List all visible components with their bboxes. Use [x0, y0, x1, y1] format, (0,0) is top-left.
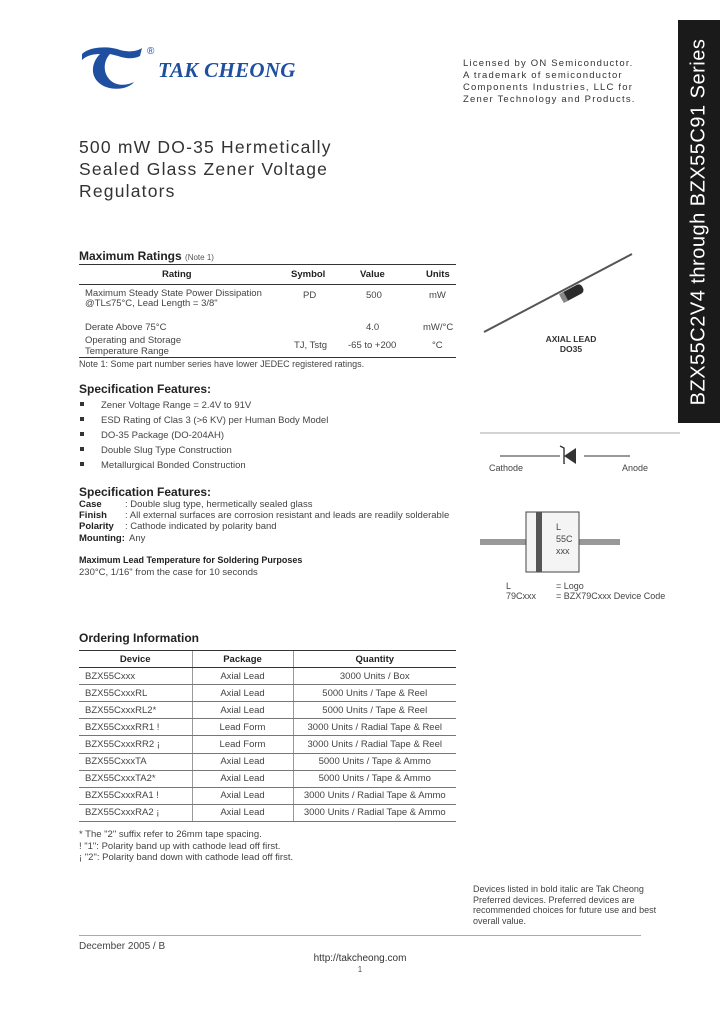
spec-value: : All external surfaces are corrosion resistant and leads are readily solderable	[125, 510, 450, 522]
marking-diagram-icon	[480, 510, 620, 574]
col-header-quantity: Quantity	[293, 651, 456, 668]
legend-row	[506, 581, 665, 591]
quantity-cell: 3000 Units / Radial Tape & Ammo	[293, 804, 456, 821]
revision-date: December 2005 / B	[79, 941, 166, 952]
document-title	[79, 136, 332, 202]
units-cell: mW/°C	[423, 322, 454, 333]
package-cell: Axial Lead	[192, 753, 293, 770]
bullet-icon	[80, 417, 84, 421]
ordering-table	[79, 650, 456, 822]
quantity-cell: 5000 Units / Tape & Reel	[293, 685, 456, 702]
series-title: BZX55C2V4 through BZX55C91 Series	[687, 38, 710, 406]
ordering-footnotes	[79, 829, 293, 864]
rating-cell: Maximum Steady State Power Dissipation	[85, 288, 262, 299]
device-cell: BZX55CxxxRL	[79, 685, 192, 702]
quantity-cell: 5000 Units / Tape & Ammo	[293, 770, 456, 787]
zener-diode-symbol-icon	[480, 432, 680, 464]
symbol-cell: PD	[303, 290, 317, 301]
axial-lead-package-icon	[478, 248, 638, 338]
table-row	[79, 719, 456, 736]
bullet-icon	[80, 462, 84, 466]
title-line: Sealed Glass Zener Voltage	[79, 159, 329, 179]
table-row	[79, 804, 456, 821]
table-row	[79, 787, 456, 804]
tak-cheong-logo	[80, 46, 144, 90]
spec-label: Case	[79, 499, 102, 510]
marking-code-line: 55C	[556, 534, 573, 544]
website-link[interactable]: http://takcheong.com	[313, 953, 407, 964]
col-header-package: Package	[192, 651, 293, 668]
table-row	[79, 685, 456, 702]
anode-label: Anode	[622, 463, 649, 473]
title-line: Regulators	[79, 181, 176, 201]
legend-row	[506, 591, 665, 601]
feature-text: DO-35 Package (DO-204AH)	[101, 430, 225, 441]
registered-mark: ®	[147, 46, 155, 57]
bullet-icon	[80, 432, 84, 436]
device-cell: BZX55CxxxRR2 ¡	[79, 736, 192, 753]
package-cell: Lead Form	[192, 719, 293, 736]
license-line: A trademark of semiconductor	[463, 70, 623, 81]
quantity-cell: 3000 Units / Box	[293, 668, 456, 685]
package-cell: Lead Form	[192, 736, 293, 753]
package-cell: Axial Lead	[192, 770, 293, 787]
device-cell: BZX55CxxxRL2*	[79, 702, 192, 719]
package-cell: Axial Lead	[192, 702, 293, 719]
preferred-devices-note: Devices listed in bold italic are Tak Cheong Preferred devices. Preferred devices are recommended choices for future use and best overall value.	[473, 884, 657, 926]
package-label-line: AXIAL LEAD	[545, 334, 597, 344]
legend-desc: = Logo	[556, 581, 584, 591]
rating-cell: Operating and Storage	[85, 335, 182, 346]
quantity-cell: 5000 Units / Tape & Reel	[293, 702, 456, 719]
table-row	[79, 668, 456, 685]
spec-features-title: Specification Features:	[79, 382, 212, 396]
col-header-symbol: Symbol	[291, 269, 326, 280]
ordering-title: Ordering Information	[79, 631, 199, 645]
table-row	[79, 770, 456, 787]
table-row	[79, 702, 456, 719]
spec-label: Finish	[79, 510, 107, 522]
feature-text: Double Slug Type Construction	[101, 445, 232, 456]
table-row	[79, 753, 456, 770]
spec-value: : Cathode indicated by polarity band	[125, 521, 277, 533]
quantity-cell: 3000 Units / Radial Tape & Reel	[293, 719, 456, 736]
quantity-cell: 3000 Units / Radial Tape & Ammo	[293, 787, 456, 804]
footer-rule	[79, 935, 641, 936]
spec-value: Any	[129, 532, 146, 544]
license-line: Licensed by ON Semiconductor.	[463, 58, 634, 69]
footnote: * The "2" suffix refer to 26mm tape spacing.	[79, 829, 262, 840]
feature-text: Metallurgical Bonded Construction	[101, 460, 246, 471]
bullet-icon	[80, 402, 84, 406]
quantity-cell: 5000 Units / Tape & Ammo	[293, 753, 456, 770]
quantity-cell: 3000 Units / Radial Tape & Reel	[293, 736, 456, 753]
spec-label: Mounting:	[79, 532, 125, 544]
lead-temp-title: Maximum Lead Temperature for Soldering Purposes	[79, 555, 303, 565]
table-header-row	[79, 651, 456, 668]
spec-features-title: Specification Features:	[79, 485, 212, 499]
units-cell: °C	[432, 340, 443, 351]
feature-text: Zener Voltage Range = 2.4V to 91V	[101, 400, 252, 411]
device-cell: BZX55CxxxTA	[79, 753, 192, 770]
legend-key: 79Cxxx	[506, 591, 537, 601]
device-cell: BZX55CxxxTA2*	[79, 770, 192, 787]
license-line: Zener Technology and Products.	[463, 94, 636, 105]
col-header-units: Units	[426, 269, 450, 280]
device-cell: BZX55CxxxRA1 !	[79, 787, 192, 804]
device-cell: BZX55Cxxx	[79, 668, 192, 685]
marking-legend	[506, 581, 665, 601]
table-rule	[79, 264, 456, 265]
page-number: 1	[357, 965, 363, 974]
license-text	[463, 58, 636, 106]
footnote: ! "1": Polarity band up with cathode lead off first.	[79, 840, 281, 852]
ratings-note: Note 1: Some part number series have lower JEDEC registered ratings.	[79, 359, 365, 369]
device-cell: BZX55CxxxRR1 !	[79, 719, 192, 736]
title-line: 500 mW DO-35 Hermetically	[79, 137, 332, 157]
lead-temp-text: 230°C, 1/16" from the case for 10 seconds	[79, 567, 258, 578]
value-cell: -65 to +200	[348, 340, 397, 351]
device-cell: BZX55CxxxRA2 ¡	[79, 804, 192, 821]
package-cell: Axial Lead	[192, 668, 293, 685]
package-label-line: DO35	[559, 344, 583, 354]
value-cell: 4.0	[366, 322, 380, 333]
legend-desc: = BZX79Cxxx Device Code	[556, 591, 666, 601]
marking-code-line: xxx	[556, 546, 570, 556]
marking-text	[556, 521, 573, 557]
bullet-icon	[80, 447, 84, 451]
table-row	[79, 736, 456, 753]
feature-text: ESD Rating of Clas 3 (>6 KV) per Human Body Model	[101, 415, 329, 426]
units-cell: mW	[429, 290, 446, 301]
table-rule	[79, 357, 456, 358]
brand-name: TAK CHEONG	[158, 58, 296, 82]
col-header-rating: Rating	[162, 269, 192, 280]
package-cell: Axial Lead	[192, 685, 293, 702]
table-rule	[79, 284, 456, 285]
note-ref: (Note 1)	[185, 253, 214, 262]
max-ratings-title-text: Maximum Ratings	[79, 249, 182, 263]
spec-value: : Double slug type, hermetically sealed glass	[125, 499, 313, 510]
package-label	[536, 334, 606, 354]
max-ratings-title	[79, 249, 214, 263]
col-header-device: Device	[79, 651, 192, 668]
rating-cell: @TL≤75°C, Lead Length = 3/8"	[85, 298, 218, 309]
rating-cell: Temperature Range	[85, 346, 169, 357]
package-cell: Axial Lead	[192, 804, 293, 821]
cathode-label: Cathode	[489, 463, 524, 473]
legend-key: L	[506, 581, 512, 591]
marking-logo-line: L	[556, 522, 562, 532]
footnote: ¡ "2": Polarity band down with cathode lead off first.	[79, 852, 294, 863]
symbol-cell: TJ, Tstg	[294, 340, 328, 351]
package-cell: Axial Lead	[192, 787, 293, 804]
col-header-value: Value	[360, 269, 385, 280]
value-cell: 500	[366, 290, 382, 301]
rating-cell: Derate Above 75°C	[85, 322, 167, 333]
spec-label: Polarity	[79, 521, 114, 533]
license-line: Components Industries, LLC for	[463, 82, 634, 93]
